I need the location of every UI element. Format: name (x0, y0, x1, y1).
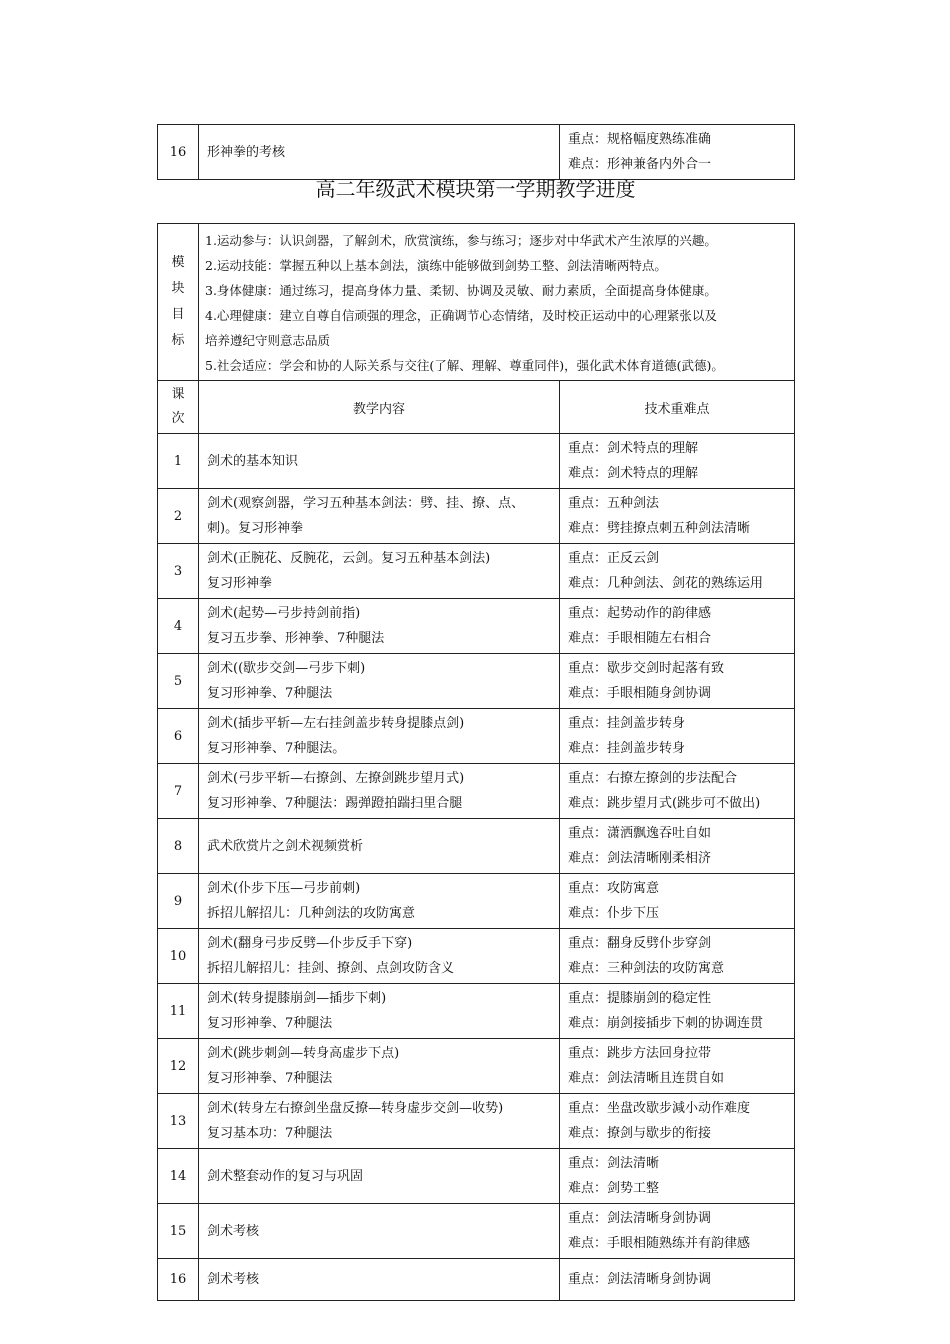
difficulty-line: 难点：剑术特点的理解 (568, 466, 699, 481)
lesson-number: 7 (158, 764, 199, 819)
lesson-key-points (560, 984, 795, 1039)
key-point-line: 重点：潇洒飘逸吞吐自如 (568, 826, 712, 841)
lesson-content (199, 1204, 560, 1259)
difficulty-line: 难点：形神兼备内外合一 (568, 157, 712, 172)
header-lesson-number: 课 次 (158, 381, 199, 434)
content-line: 武术欣赏片之剑术视频赏析 (207, 838, 364, 854)
content-line: 剑术(插步平斩—左右挂剑盖步转身提膝点剑) (207, 716, 465, 731)
lesson-content (199, 929, 560, 984)
key-point-line: 重点：规格幅度熟练准确 (568, 132, 712, 147)
table-row (158, 544, 795, 599)
table-row (158, 1039, 795, 1094)
table-row (158, 984, 795, 1039)
table-row (158, 434, 795, 489)
lesson-key-points (560, 544, 795, 599)
lesson-key-points (560, 434, 795, 489)
content-line: 剑术(跳步刺剑—转身高虚步下点) (207, 1046, 400, 1061)
content-line: 复习形神拳、7种腿法 (207, 686, 333, 701)
lesson-content (199, 1259, 560, 1301)
key-point-line: 重点：剑法清晰 (568, 1156, 660, 1171)
key-point-line: 重点：提膝崩剑的稳定性 (568, 991, 712, 1006)
content-line: 剑术考核 (207, 1272, 260, 1287)
content-line: 剑术(观察剑器，学习五种基本剑法：劈、挂、撩、点、 (207, 496, 525, 511)
table-row (158, 599, 795, 654)
lesson-key-points (560, 874, 795, 929)
lesson-content: 形神拳的考核 (199, 125, 560, 180)
lesson-number: 4 (158, 599, 199, 654)
lesson-key-points (560, 929, 795, 984)
goal-item: 培养遵纪守则意志品质 (205, 333, 331, 348)
lesson-content (199, 874, 560, 929)
difficulty-line: 难点：手眼相随左右相合 (568, 631, 712, 646)
goal-item: 5.社会适应：学会和协的人际关系与交往(了解、理解、尊重同伴)，强化武术体育道德(武德)。 (205, 358, 724, 373)
content-line: 剑术(正腕花、反腕花，云剑。复习五种基本剑法) (207, 551, 491, 566)
key-point-line: 重点：翻身反劈仆步穿剑 (568, 936, 712, 951)
table-row (158, 1259, 795, 1301)
content-line: 复习形神拳、7种腿法 (207, 1016, 333, 1031)
difficulty-line: 难点：挂剑盖步转身 (568, 741, 686, 756)
difficulty-line: 难点：几种剑法、剑花的熟练运用 (568, 576, 764, 591)
content-line: 剑术整套动作的复习与巩固 (207, 1168, 364, 1184)
content-line: 刺)。复习形神拳 (207, 521, 304, 536)
lesson-number: 3 (158, 544, 199, 599)
key-point-line: 重点：五种剑法 (568, 496, 660, 511)
lesson-number: 6 (158, 709, 199, 764)
content-line: 剑术考核 (207, 1223, 260, 1239)
table-row (158, 489, 795, 544)
key-point-line: 重点：起势动作的韵律感 (568, 606, 712, 621)
lesson-number: 9 (158, 874, 199, 929)
content-line: 剑术(弓步平斩—右撩剑、左撩剑跳步望月式) (207, 771, 465, 786)
content-line: 拆招儿解招儿：挂剑、撩剑、点剑攻防含义 (207, 961, 455, 976)
content-line: 剑术(起势—弓步持剑前指) (207, 606, 361, 621)
difficulty-line: 难点：撩剑与歇步的衔接 (568, 1126, 712, 1141)
lesson-content (199, 1149, 560, 1204)
lesson-key-points (560, 1094, 795, 1149)
content-line: 剑术(转身提膝崩剑—插步下刺) (207, 991, 387, 1006)
lesson-number: 16 (158, 1259, 199, 1301)
lesson-key-points (560, 1039, 795, 1094)
lesson-key-points (560, 125, 795, 180)
key-point-line: 重点：跳步方法回身拉带 (568, 1046, 712, 1061)
lesson-content (199, 544, 560, 599)
lesson-content (199, 654, 560, 709)
table-row (158, 654, 795, 709)
lesson-number: 12 (158, 1039, 199, 1094)
goals-label: 模 块 目 标 (158, 224, 199, 381)
goal-item: 1.运动参与：认识剑器，了解剑术，欣赏演练，参与练习；逐步对中华武术产生浓厚的兴趣。 (205, 233, 717, 248)
lesson-content (199, 764, 560, 819)
lesson-number: 2 (158, 489, 199, 544)
key-point-line: 重点：剑法清晰身剑协调 (568, 1211, 712, 1226)
content-line: 复习五步拳、形神拳、7种腿法 (207, 631, 385, 646)
lesson-key-points (560, 819, 795, 874)
header-row (158, 381, 795, 434)
key-point-line: 重点：攻防寓意 (568, 881, 660, 896)
lesson-key-points (560, 764, 795, 819)
lesson-number: 11 (158, 984, 199, 1039)
lesson-key-points (560, 599, 795, 654)
lesson-number: 16 (158, 125, 199, 180)
goal-item: 2.运动技能：掌握五种以上基本剑法，演练中能够做到剑势工整、剑法清晰两特点。 (205, 258, 667, 273)
difficulty-line: 难点：手眼相随熟练并有韵律感 (568, 1236, 751, 1251)
lesson-number: 10 (158, 929, 199, 984)
content-line: 复习形神拳、7种腿法：踢弹蹬拍踹扫里合腿 (207, 796, 463, 811)
lesson-content (199, 599, 560, 654)
key-point-line: 重点：剑术特点的理解 (568, 441, 699, 456)
key-point-line: 重点：剑法清晰身剑协调 (568, 1272, 712, 1287)
content-line: 剑术(转身左右撩剑坐盘反撩—转身虚步交剑—收势) (207, 1101, 504, 1116)
difficulty-line: 难点：崩剑接插步下刺的协调连贯 (568, 1016, 764, 1031)
difficulty-line: 难点：剑法清晰且连贯自如 (568, 1071, 725, 1086)
lesson-content (199, 984, 560, 1039)
lesson-key-points (560, 709, 795, 764)
table-row (158, 819, 795, 874)
table-row (158, 709, 795, 764)
table-row (158, 1204, 795, 1259)
content-line: 复习形神拳、7种腿法 (207, 1071, 333, 1086)
table-row (158, 764, 795, 819)
difficulty-line: 难点：手眼相随身剑协调 (568, 686, 712, 701)
lesson-number: 15 (158, 1204, 199, 1259)
page-title: 高二年级武术模块第一学期教学进度 (315, 177, 636, 201)
table-row (158, 874, 795, 929)
table-row (158, 929, 795, 984)
content-line: 剑术(翻身弓步反劈—仆步反手下穿) (207, 936, 413, 951)
lesson-content (199, 489, 560, 544)
lesson-content (199, 1094, 560, 1149)
content-line: 剑术((歇步交剑—弓步下刺) (207, 661, 366, 676)
lesson-content (199, 1039, 560, 1094)
key-point-line: 重点：挂剑盖步转身 (568, 716, 686, 731)
lesson-key-points (560, 1259, 795, 1301)
difficulty-line: 难点：仆步下压 (568, 906, 660, 921)
header-content: 教学内容 (199, 381, 560, 434)
previous-table-tail (157, 124, 795, 180)
difficulty-line: 难点：三种剑法的攻防寓意 (568, 961, 725, 976)
lesson-number: 5 (158, 654, 199, 709)
key-point-line: 重点：坐盘改歇步減小动作难度 (568, 1101, 751, 1116)
table-row (158, 1149, 795, 1204)
header-key-points: 技术重难点 (560, 381, 795, 434)
lesson-key-points (560, 1149, 795, 1204)
goal-item: 3.身体健康：通过练习，提高身体力量、柔韧、协调及灵敏、耐力素质，全面提高身体健康。 (205, 283, 717, 298)
goal-item: 4.心理健康：建立自尊自信顽强的理念，正确调节心态情绪，及时校正运动中的心理紧张以及 (205, 308, 717, 323)
goals-row (158, 224, 795, 381)
difficulty-line: 难点：跳步望月式(跳步可不做出) (568, 796, 761, 811)
content-line: 复习形神拳 (207, 576, 273, 591)
difficulty-line: 难点：剑法清晰刚柔相济 (568, 851, 712, 866)
key-point-line: 重点：右撩左撩剑的步法配合 (568, 771, 738, 786)
content-line: 复习基本功：7种腿法 (207, 1126, 333, 1141)
lesson-key-points (560, 489, 795, 544)
table-row (158, 1094, 795, 1149)
lesson-content (199, 709, 560, 764)
content-line: 剑术(仆步下压—弓步前刺) (207, 881, 361, 896)
lesson-number: 13 (158, 1094, 199, 1149)
key-point-line: 重点：正反云剑 (568, 551, 660, 566)
content-line: 复习形神拳、7种腿法。 (207, 741, 346, 756)
lesson-key-points (560, 1204, 795, 1259)
lesson-content (199, 434, 560, 489)
content-line: 剑术的基本知识 (207, 453, 299, 469)
key-point-line: 重点：歇步交剑时起落有致 (568, 661, 725, 676)
teaching-schedule-table (157, 223, 795, 1301)
lesson-number: 8 (158, 819, 199, 874)
goals-text (199, 224, 795, 381)
content-line: 拆招儿解招儿：几种剑法的攻防寓意 (207, 906, 416, 921)
difficulty-line: 难点：剑势工整 (568, 1181, 660, 1196)
lesson-key-points (560, 654, 795, 709)
lesson-number: 1 (158, 434, 199, 489)
lesson-number: 14 (158, 1149, 199, 1204)
lesson-content (199, 819, 560, 874)
difficulty-line: 难点：劈挂撩点刺五种剑法清晰 (568, 521, 751, 536)
